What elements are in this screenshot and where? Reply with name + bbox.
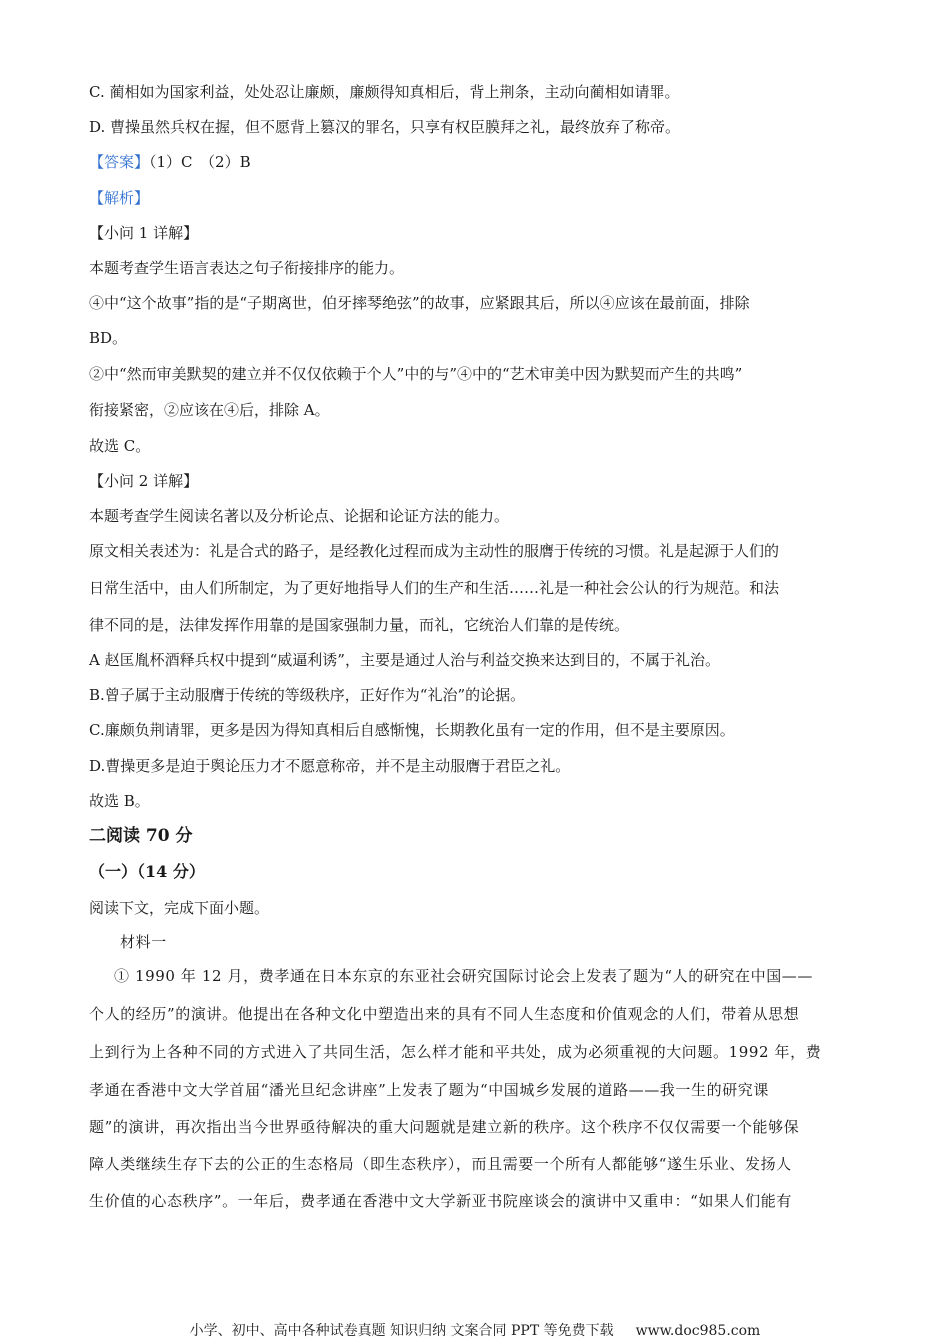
footer-link[interactable]: www.doc985.com xyxy=(635,1323,761,1339)
q2-line: B.曾子属于主动服膺于传统的等级秩序，正好作为“礼治”的论据。 xyxy=(89,686,526,704)
essay-line: 题”的演讲，再次指出当今世界亟待解决的重大问题就是建立新的秩序。这个秩序不仅仅需要一个能够保 xyxy=(89,1118,800,1136)
q1-line: 衔接紧密，②应该在④后，排除 A。 xyxy=(89,401,330,419)
q2-line: 原文相关表述为：礼是合式的路子，是经教化过程而成为主动性的服膺于传统的习惯。礼是起源于人们的 xyxy=(89,542,780,560)
analysis-label: 【解析】 xyxy=(89,189,150,207)
q1-line: 本题考查学生语言表达之句子衔接排序的能力。 xyxy=(89,259,405,277)
essay-line: 障人类继续生存下去的公正的生态格局（即生态秩序），而且需要一个所有人都能够“遂生乐业、发扬人 xyxy=(89,1155,792,1173)
footer-text: 小学、初中、高中各种试卷真题 知识归纳 文案合同 PPT 等免费下载 xyxy=(189,1323,614,1339)
material-label: 材料一 xyxy=(120,933,167,951)
q1-line: BD。 xyxy=(89,329,128,347)
option-c: C. 蔺相如为国家利益，处处忍让廉颇，廉颇得知真相后，背上荆条，主动向蔺相如请罪。 xyxy=(89,83,680,101)
page-footer xyxy=(0,1322,950,1340)
q2-line: A 赵匡胤杯酒释兵权中提到“威逼利诱”，主要是通过人治与利益交换来达到目的，不属于礼治。 xyxy=(89,651,720,669)
q2-line: 故选 B。 xyxy=(89,792,150,810)
q2-heading: 【小问 2 详解】 xyxy=(89,472,199,490)
q2-line: C.廉颇负荆请罪，更多是因为得知真相后自感惭愧，长期教化虽有一定的作用，但不是主要原因。 xyxy=(89,721,735,739)
section-subtitle: （一）（14 分） xyxy=(89,862,205,881)
section-title: 二阅读 70 分 xyxy=(89,826,193,846)
q2-line: D.曹操更多是迫于舆论压力才不愿意称帝，并不是主动服膺于君臣之礼。 xyxy=(89,757,571,775)
essay-line: 上到行为上各种不同的方式进入了共同生活，怎么样才能和平共处，成为必须重视的大问题。1992 年，费 xyxy=(89,1043,822,1061)
q1-heading: 【小问 1 详解】 xyxy=(89,224,199,242)
q2-line: 本题考查学生阅读名著以及分析论点、论据和论证方法的能力。 xyxy=(89,507,510,525)
answer-line xyxy=(89,152,860,172)
q1-line: 故选 C。 xyxy=(89,437,151,455)
essay-line: ① 1990 年 12 月，费孝通在日本东京的东亚社会研究国际讨论会上发表了题为“人的研究在中国—— xyxy=(114,967,814,985)
essay-line: 生价值的心态秩序”。一年后，费孝通在香港中文大学新亚书院座谈会的演讲中又重申：“如果人们能有 xyxy=(89,1192,792,1210)
instruction: 阅读下文，完成下面小题。 xyxy=(89,899,270,917)
q1-line: ④中“这个故事”指的是“子期离世，伯牙摔琴绝弦”的故事，应紧跟其后，所以④应该在最前面，排除 xyxy=(89,294,750,312)
essay-line: 孝通在香港中文大学首届“潘光旦纪念讲座”上发表了题为“中国城乡发展的道路——我一生的研究课 xyxy=(89,1081,770,1099)
answer-value: （1）C （2）B xyxy=(149,153,251,171)
answer-label: 【答案】 xyxy=(89,153,150,171)
essay-line: 个人的经历”的演讲。他提出在各种文化中塑造出来的具有不同人生态度和价值观念的人们，带着从思想 xyxy=(89,1005,800,1023)
q1-line: ②中“然而审美默契的建立并不仅仅依赖于个人”中的与”④中的“艺术审美中因为默契而产生的共鸣” xyxy=(89,365,743,383)
q2-line: 日常生活中，由人们所制定，为了更好地指导人们的生产和生活……礼是一种社会公认的行为规范。和法 xyxy=(89,579,780,597)
option-d: D. 曹操虽然兵权在握，但不愿背上篡汉的罪名，只享有权臣膜拜之礼，最终放弃了称帝。 xyxy=(89,118,681,136)
q2-line: 律不同的是，法律发挥作用靠的是国家强制力量，而礼，它统治人们靠的是传统。 xyxy=(89,616,630,634)
